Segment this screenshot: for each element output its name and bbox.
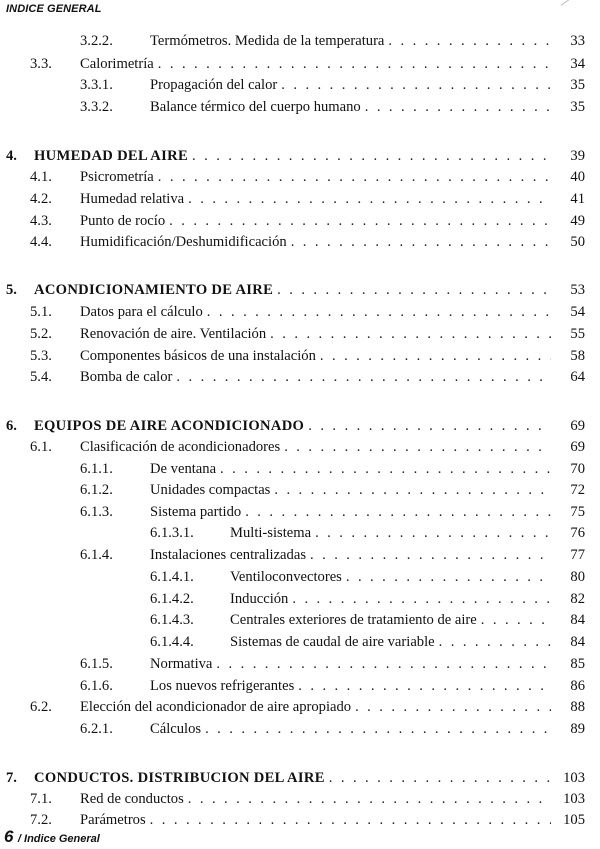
toc-page: 82 (570, 591, 585, 607)
toc-number: 6.1.6. (80, 678, 113, 694)
dot-leader (310, 545, 551, 565)
toc-number: 6.1.4.1. (150, 569, 194, 585)
dot-leader (150, 810, 551, 830)
toc-entry-6-1-1[interactable] (80, 459, 585, 479)
toc-page: 49 (570, 213, 585, 229)
toc-title: Los nuevos refrigerantes (150, 678, 295, 694)
dot-leader (346, 567, 551, 587)
toc-page: 35 (570, 77, 585, 93)
dot-leader (298, 676, 551, 696)
toc-title: Sistemas de caudal de aire variable (230, 634, 435, 650)
toc-entry-6-1-5[interactable] (80, 654, 585, 674)
toc-number: 3.2.2. (80, 33, 113, 49)
toc-entry-6-1-3[interactable] (80, 502, 585, 522)
footer-label: / Indice General (17, 833, 100, 845)
toc-title: Multi-sistema (230, 525, 312, 541)
toc-entry-6-1-4-4[interactable] (150, 632, 585, 652)
toc-title: Elección del acondicionador de aire apropiado (80, 699, 352, 715)
toc-entry-7-2[interactable] (30, 810, 585, 830)
toc-page: 69 (570, 439, 585, 455)
toc-title: Clasificación de acondicionadores (80, 439, 281, 455)
toc-entry-3-3-2[interactable] (80, 97, 585, 117)
toc-entry-5-4[interactable] (30, 367, 585, 387)
toc-number: 6.1.5. (80, 656, 113, 672)
toc-page: 86 (570, 678, 585, 694)
toc-page: 33 (570, 33, 585, 49)
toc-page: 72 (570, 482, 585, 498)
toc-title: Renovación de aire. Ventilación (80, 326, 267, 342)
dot-leader (205, 719, 551, 739)
toc-entry-6-2-1[interactable] (80, 719, 585, 739)
toc-number: 3.3.2. (80, 99, 113, 115)
toc-title: Normativa (150, 656, 213, 672)
toc-number: 5. (6, 282, 17, 298)
toc-entry-6-1-4[interactable] (80, 545, 585, 565)
dot-leader (220, 459, 551, 479)
dot-leader (245, 502, 551, 522)
toc-title: Componentes básicos de una instalación (80, 348, 316, 364)
toc-title: EQUIPOS DE AIRE ACONDICIONADO (34, 418, 305, 434)
toc-entry-6-1[interactable] (30, 437, 585, 457)
toc-entry-5-3[interactable] (30, 346, 585, 366)
toc-page: 88 (570, 699, 585, 715)
toc-title: Humidificación/Deshumidificación (80, 234, 287, 250)
toc-chapter-6[interactable] (6, 416, 585, 436)
toc-page: 80 (570, 569, 585, 585)
toc-page: 39 (570, 148, 585, 164)
toc-number: 4.4. (30, 234, 52, 250)
toc-entry-3-3[interactable] (30, 54, 585, 74)
dot-leader (355, 697, 551, 717)
toc-entry-6-1-4-2[interactable] (150, 589, 585, 609)
dot-leader (292, 589, 551, 609)
toc-page: 103 (563, 791, 585, 807)
toc-number: 3.3. (30, 56, 52, 72)
toc-number: 4.3. (30, 213, 52, 229)
toc-title: De ventana (150, 461, 217, 477)
toc-number: 6.1.4.3. (150, 612, 194, 628)
toc-title: Parámetros (80, 812, 146, 828)
dot-leader (315, 523, 551, 543)
toc-title: Ventiloconvectores (230, 569, 342, 585)
dot-leader (207, 302, 551, 322)
dot-leader (365, 97, 551, 117)
dot-leader (188, 189, 551, 209)
dot-leader (481, 610, 551, 630)
toc-page: 53 (570, 282, 585, 298)
toc-number: 3.3.1. (80, 77, 113, 93)
toc-number: 7. (6, 770, 17, 786)
footer-page-number: 6 (4, 827, 14, 846)
dot-leader (158, 167, 551, 187)
toc-number: 6.1.3. (80, 504, 113, 520)
toc-title: Balance térmico del cuerpo humano (150, 99, 361, 115)
dot-leader (281, 75, 551, 95)
toc-page: 105 (563, 812, 585, 828)
toc-number: 5.4. (30, 369, 52, 385)
toc-page: 103 (563, 770, 585, 786)
toc-number: 4. (6, 148, 17, 164)
toc-entry-3-2-2[interactable] (80, 31, 585, 51)
toc-title: Calorimetría (80, 56, 154, 72)
toc-page: 41 (570, 191, 585, 207)
toc-chapter-7[interactable] (6, 768, 585, 788)
dot-leader (284, 437, 551, 457)
toc-page: 76 (570, 525, 585, 541)
dot-leader (291, 232, 551, 252)
dot-leader (277, 280, 551, 300)
toc-title: Red de conductos (80, 791, 184, 807)
toc-title: HUMEDAD DEL AIRE (34, 148, 189, 164)
dot-leader (188, 789, 551, 809)
toc-title: Punto de rocío (80, 213, 166, 229)
toc-page: 89 (570, 721, 585, 737)
page-footer (4, 827, 100, 847)
toc-title: Humedad relativa (80, 191, 185, 207)
toc-page: 54 (570, 304, 585, 320)
toc-title: CONDUCTOS. DISTRIBUCION DEL AIRE (34, 770, 325, 786)
toc-title: Sistema partido (150, 504, 242, 520)
toc-entry-7-1[interactable] (30, 789, 585, 809)
toc-page: 69 (570, 418, 585, 434)
dot-leader (169, 211, 551, 231)
toc-number: 7.2. (30, 812, 52, 828)
toc-number: 4.2. (30, 191, 52, 207)
toc-number: 6.1.3.1. (150, 525, 194, 541)
toc-page: 70 (570, 461, 585, 477)
toc-page: 50 (570, 234, 585, 250)
toc-entry-5-2[interactable] (30, 324, 585, 344)
dot-leader (388, 31, 551, 51)
toc-title: Propagación del calor (150, 77, 278, 93)
toc-number: 6.1.4.2. (150, 591, 194, 607)
toc-number: 5.2. (30, 326, 52, 342)
toc-title: Termómetros. Medida de la temperatura (150, 33, 385, 49)
toc-number: 6. (6, 418, 17, 434)
toc-title: Datos para el cálculo (80, 304, 203, 320)
dot-leader (439, 632, 551, 652)
dot-leader (192, 146, 551, 166)
dot-leader (270, 324, 551, 344)
toc-entry-3-3-1[interactable] (80, 75, 585, 95)
toc-page: 75 (570, 504, 585, 520)
toc-title: Unidades compactas (150, 482, 271, 498)
toc-title: ACONDICIONAMIENTO DE AIRE (34, 282, 274, 298)
toc-number: 6.1. (30, 439, 52, 455)
toc-number: 6.1.4.4. (150, 634, 194, 650)
dot-leader (308, 416, 551, 436)
toc-number: 6.1.1. (80, 461, 113, 477)
toc-entry-4-4[interactable] (30, 232, 585, 252)
toc-title: Centrales exteriores de tratamiento de aire (230, 612, 477, 628)
toc-entry-6-1-6[interactable] (80, 676, 585, 696)
toc-entry-6-1-4-3[interactable] (150, 610, 585, 630)
toc-title: Psicrometría (80, 169, 154, 185)
toc-number: 6.2.1. (80, 721, 113, 737)
toc-page: 64 (570, 369, 585, 385)
toc-number: 5.3. (30, 348, 52, 364)
toc-page: 40 (570, 169, 585, 185)
toc-page: 85 (570, 656, 585, 672)
toc-chapter-4[interactable] (6, 146, 585, 166)
dot-leader (320, 346, 551, 366)
dot-leader (329, 768, 551, 788)
toc-page: 35 (570, 99, 585, 115)
toc-page: 34 (570, 56, 585, 72)
running-head: INDICE GENERAL (6, 3, 102, 15)
toc-entry-6-1-3-1[interactable] (150, 523, 585, 543)
toc-entry-4-1[interactable] (30, 167, 585, 187)
toc-number: 6.1.4. (80, 547, 113, 563)
toc-entry-4-2[interactable] (30, 189, 585, 209)
toc-number: 7.1. (30, 791, 52, 807)
toc-number: 4.1. (30, 169, 52, 185)
toc-number: 5.1. (30, 304, 52, 320)
toc-title: Cálculos (150, 721, 202, 737)
toc-title: Inducción (230, 591, 289, 607)
toc-number: 6.2. (30, 699, 52, 715)
dot-leader (158, 54, 551, 74)
toc-page: 84 (570, 612, 585, 628)
toc-number: 6.1.2. (80, 482, 113, 498)
toc-title: Instalaciones centralizadas (150, 547, 306, 563)
dot-leader (274, 480, 551, 500)
toc-entry-6-1-2[interactable] (80, 480, 585, 500)
toc-page: 77 (570, 547, 585, 563)
toc-entry-4-3[interactable] (30, 211, 585, 231)
toc-entry-5-1[interactable] (30, 302, 585, 322)
toc-entry-6-1-4-1[interactable] (150, 567, 585, 587)
toc-chapter-5[interactable] (6, 280, 585, 300)
toc-page: 55 (570, 326, 585, 342)
dot-leader (176, 367, 551, 387)
toc-page: 58 (570, 348, 585, 364)
toc-entry-6-2[interactable] (30, 697, 585, 717)
toc-page: 84 (570, 634, 585, 650)
dot-leader (216, 654, 551, 674)
toc-title: Bomba de calor (80, 369, 173, 385)
